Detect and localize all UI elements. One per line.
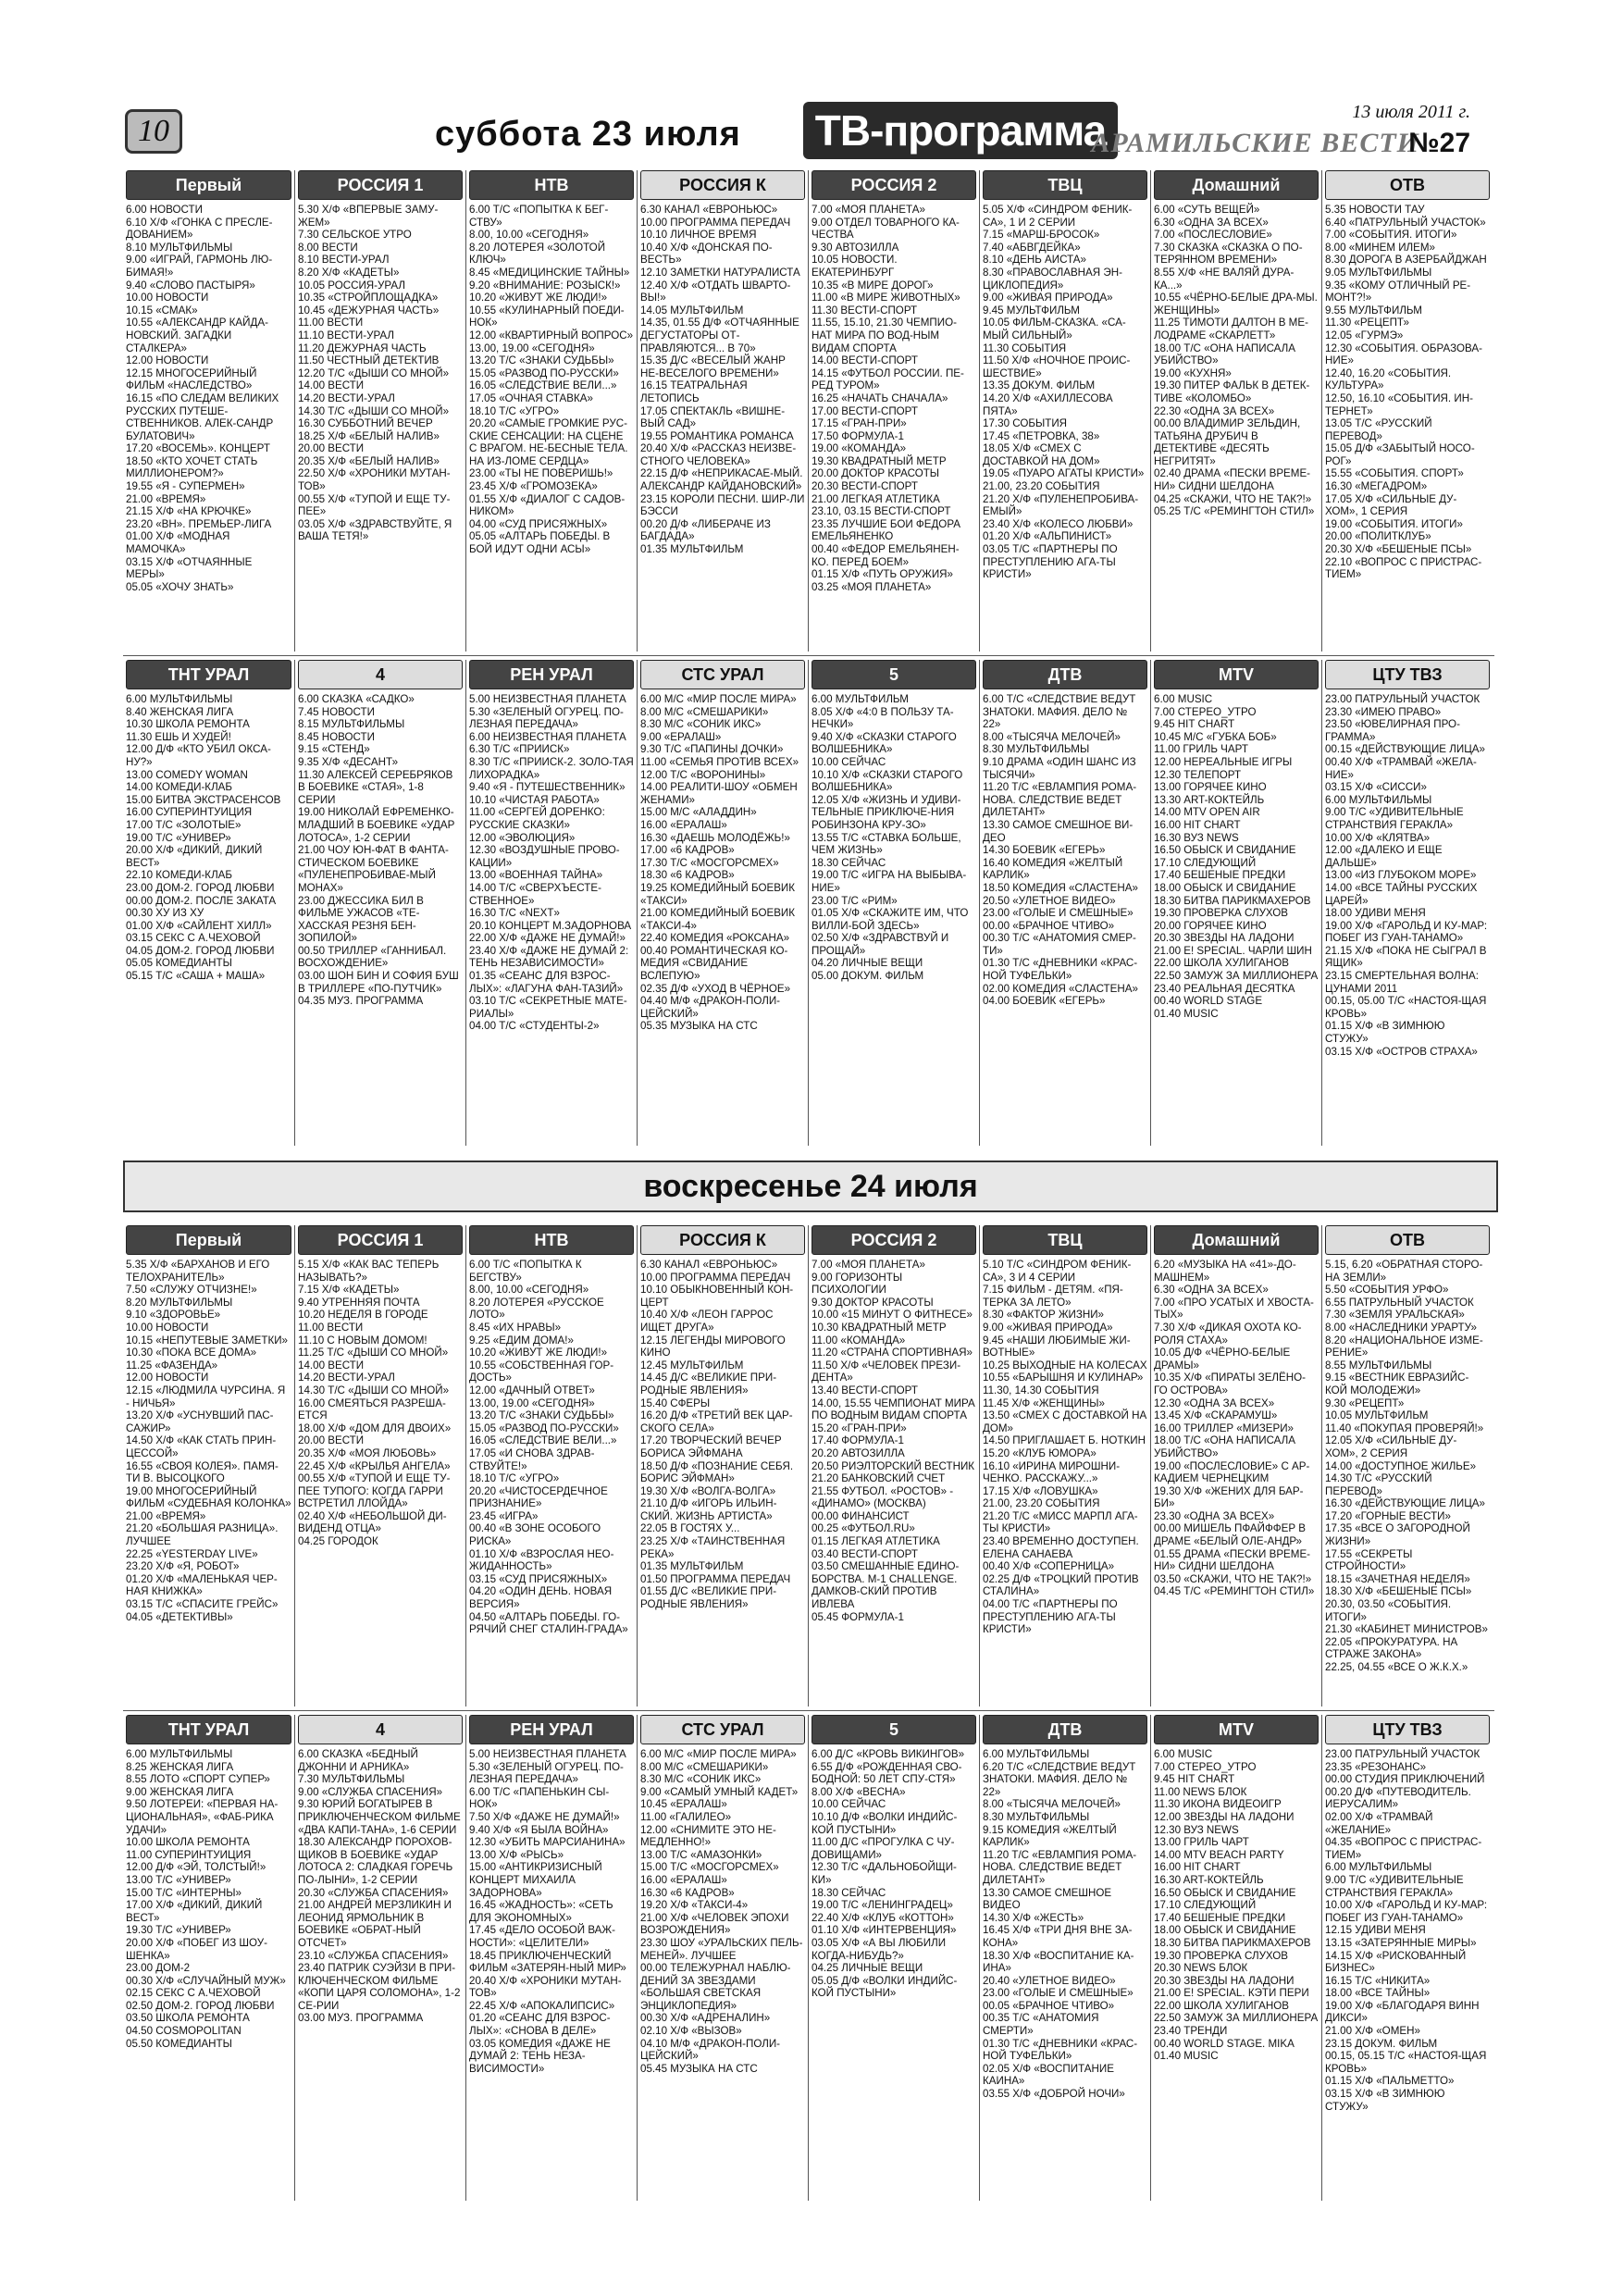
paper-name: АРАМИЛЬСКИЕ ВЕСТИ <box>1091 128 1419 158</box>
channel-logo: Домашний <box>1154 170 1319 200</box>
sunday-row-2 <box>123 1710 1494 2201</box>
channel-logo: СТС УРАЛ <box>640 660 805 689</box>
program-list: 5.00 НЕИЗВЕСТНАЯ ПЛАНЕТА 5.30 «ЗЕЛЕНЫЙ ОГУРЕЦ. ПО-ЛЕЗНАЯ ПЕРЕДАЧА» 6.00 НЕИЗВЕСТНАЯ ПЛАНЕТА 6.30 Т/С «ПРИИСК» 8.30 Т/С «ПРИИСК-2. ЗОЛО-ТАЯ ЛИХОРАДКА» 9.40 «Я - ПУТЕШЕСТВЕННИК» 10.10 «ЧИСТАЯ РАБОТА» 11.00 «СЕРГЕЙ ДОРЕНКО: РУССКИЕ СКАЗКИ» 12.00 «ЭВОЛЮЦИЯ» 12.30 «ВОЗДУШНЫЕ ПРОВО-КАЦИИ» 13.00 «ВОЕННАЯ ТАЙНА» 14.00 Т/С «СВЕРХЪЕСТЕ-СТВЕННОЕ» 16.30 Т/С «NEXT» 20.10 КОНЦЕРТ М.ЗАДОРНОВА 22.00 Х/Ф «ДАЖЕ НЕ ДУМАЙ!» 23.40 Х/Ф «ДАЖЕ НЕ ДУМАЙ 2: ТЕНЬ НЕЗАВИСИМОСТИ» 01.35 «СЕАНС ДЛЯ ВЗРОС-ЛЫХ»: «ЛАГУНА ФАН-ТАЗИЙ» 03.10 Т/С «СЕКРЕТНЫЕ МАТЕ-РИАЛЫ» 04.00 Т/С «СТУДЕНТЫ-2» <box>469 693 634 1033</box>
program-list: 6.00 СКАЗКА «БЕДНЫЙ ДЖОННИ И АРНИКА» 7.30 МУЛЬТФИЛЬМЫ 9.00 «СЛУЖБА СПАСЕНИЯ» 9.30 ЮРИЙ БОГАТЫРЕВ В ПРИКЛЮЧЕНЧЕСКОМ ФИЛЬМЕ «ДВА КАПИ-ТАНА», 1-6 СЕРИИ 18.30 АЛЕКСАНДР ПОРОХОВ-ЩИКОВ В БОЕВИКЕ «УДАР ЛОТОСА 2: СЛАДКАЯ ГОРЕЧЬ ПО-ЛЫНИ», 1-2 СЕРИИ 20.30 «СЛУЖБА СПАСЕНИЯ» 21.00 АНДРЕЙ МЕРЗЛИКИН И ЛЕОНИД ЯРМОЛЬНИК В БОЕВИКЕ «ОБРАТ-НЫЙ ОТСЧЕТ» 23.10 «СЛУЖБА СПАСЕНИЯ» 23.40 ПАТРИК СУЭЙЗИ В ПРИ-КЛЮЧЕНЧЕСКОМ ФИЛЬМЕ «КОПИ ЦАРЯ СОЛОМОНА», 1-2 СЕ-РИИ 03.00 МУЗ. ПРОГРАММА <box>298 1748 461 2025</box>
channel-logo: ТНТ УРАЛ <box>126 660 291 689</box>
channel-logo: РОССИЯ 2 <box>812 170 976 200</box>
program-list: 6.00 Т/С «СЛЕДСТВИЕ ВЕДУТ ЗНАТОКИ. МАФИЯ. ДЕЛО № 22» 8.00 «ТЫСЯЧА МЕЛОЧЕЙ» 8.30 МУЛЬТФИЛЬМЫ 9.10 ДРАМА «ОДИН ШАНС ИЗ ТЫСЯЧИ» 11.20 Т/С «ЕВЛАМПИЯ РОМА-НОВА. СЛЕДСТВИЕ ВЕДЕТ ДИЛЕТАНТ» 13.30 САМОЕ СМЕШНОЕ ВИ-ДЕО 14.30 БОЕВИК «ЕГЕРЬ» 16.40 КОМЕДИЯ «ЖЕЛТЫЙ КАРЛИК» 18.50 КОМЕДИЯ «СЛАСТЕНА» 20.50 «УЛЕТНОЕ ВИДЕО» 23.00 «ГОЛЫЕ И СМЕШНЫЕ» 00.00 «БРАЧНОЕ ЧТИВО» 00.30 Т/С «АНАТОМИЯ СМЕР-ТИ» 01.30 Т/С «ДНЕВНИКИ «КРАС-НОЙ ТУФЕЛЬКИ» 02.00 КОМЕДИЯ «СЛАСТЕНА» 04.00 БОЕВИК «ЕГЕРЬ» <box>983 693 1138 1008</box>
channel-logo: ТНТ УРАЛ <box>126 1715 291 1744</box>
channel-logo: ТВЦ <box>983 1225 1147 1255</box>
program-list: 6.00 MUSIC 7.00 СТЕРЕО_УТРО 9.45 HIT CHART 10.45 М/С «ГУБКА БОБ» 11.00 ГРИЛЬ ЧАРТ 12.00 НЕРЕАЛЬНЫЕ ИГРЫ 12.30 ТЕЛЕПОРТ 13.00 ГОРЯЧЕЕ КИНО 13.30 ART-КОКТЕЙЛЬ 14.00 MTV OPEN AIR 16.00 HIT CHART 16.30 ВУЗ NEWS 16.50 ОБЫСК И СВИДАНИЕ 17.10 СЛЕДУЮЩИЙ 17.40 БЕШЕНЫЕ ПРЕДКИ 18.00 ОБЫСК И СВИДАНИЕ 18.30 БИТВА ПАРИКМАХЕРОВ 19.30 ПРОВЕРКА СЛУХОВ 20.00 ГОРЯЧЕЕ КИНО 20.30 ЗВЕЗДЫ НА ЛАДОНИ 21.00 E! SPECIAL. ЧАРЛИ ШИН 22.00 ШКОЛА ХУЛИГАНОВ 22.50 ЗАМУЖ ЗА МИЛЛИОНЕРА 23.40 РЕАЛЬНАЯ ДЕСЯТКА 00.40 WORLD STAGE 01.40 MUSIC <box>1154 693 1319 1020</box>
channel-logo: ЦТУ ТВЗ <box>1325 660 1490 689</box>
channel-logo: ДТВ <box>983 660 1147 689</box>
program-list: 7.00 «МОЯ ПЛАНЕТА» 9.00 ГОРИЗОНТЫ ПСИХОЛОГИИ 9.30 ДОКТОР КРАСОТЫ 10.00 «15 МИНУТ О ФИТНЕСЕ» 10.30 КВАДРАТНЫЙ МЕТР 11.00 «КОМАНДА» 11.20 «СТРАНА СПОРТИВНАЯ» 11.50 Х/Ф «ЧЕЛОВЕК ПРЕЗИ-ДЕНТА» 13.40 ВЕСТИ-СПОРТ 14.00, 15.55 ЧЕМПИОНАТ МИРА ПО ВОДНЫМ ВИДАМ СПОРТА 15.20 «ГРАН-ПРИ» 17.40 ФОРМУЛА-1 20.20 АВТОЗИЛЛА 20.50 РИЭЛТОРСКИЙ ВЕСТНИК 21.20 БАНКОВСКИЙ СЧЕТ 21.55 ФУТБОЛ. «РОСТОВ» - «ДИНАМО» (МОСКВА) 00.00 ФИНАНСИСТ 00.25 «ФУТБОЛ.RU» 01.15 ЛЕГКАЯ АТЛЕТИКА 03.40 ВЕСТИ-СПОРТ 03.50 СМЕШАННЫЕ ЕДИНО-БОРСТВА. М-1 CHALLENGE. ДАМКОВ-СКИЙ ПРОТИВ ИВЛЕВА 05.45 ФОРМУЛА-1 <box>812 1259 975 1623</box>
program-list: 6.00 «СУТЬ ВЕЩЕЙ» 6.30 «ОДНА ЗА ВСЕХ» 7.00 «ПОСЛЕСЛОВИЕ» 7.30 СКАЗКА «СКАЗКА О ПО-ТЕРЯННОМ ВРЕМЕНИ» 8.55 Х/Ф «НЕ ВАЛЯЙ ДУРА-КА...» 10.55 «ЧЁРНО-БЕЛЫЕ ДРА-МЫ. ЖЕНЩИНЫ» 11.25 ТИМОТИ ДАЛТОН В МЕ-ЛОДРАМЕ «СКАРЛЕТТ» 18.00 Т/С «ОНА НАПИСАЛА УБИЙСТВО» 19.00 «КУХНЯ» 19.30 ПИТЕР ФАЛЬК В ДЕТЕК-ТИВЕ «КОЛОМБО» 22.30 «ОДНА ЗА ВСЕХ» 00.00 ВЛАДИМИР ЗЕЛЬДИН, ТАТЬЯНА ДРУБИЧ В ДЕТЕКТИВЕ «ДЕСЯТЬ НЕГРИТЯТ» 02.40 ДРАМА «ПЕСКИ ВРЕМЕ-НИ» СИДНИ ШЕЛДОНА 04.25 «СКАЖИ, ЧТО НЕ ТАК?!» 05.25 Т/С «РЕМИНГТОН СТИЛ» <box>1154 204 1318 518</box>
program-list: 5.15 Х/Ф «КАК ВАС ТЕПЕРЬ НАЗЫВАТЬ?» 7.15 Х/Ф «КАДЕТЫ» 9.40 УТРЕННЯЯ ПОЧТА 10.20 НЕДЕЛЯ В ГОРОДЕ 11.00 ВЕСТИ 11.10 С НОВЫМ ДОМОМ! 11.25 Т/С «ДЫШИ СО МНОЙ» 14.00 ВЕСТИ 14.20 ВЕСТИ-УРАЛ 14.30 Т/С «ДЫШИ СО МНОЙ» 16.00 СМЕЯТЬСЯ РАЗРЕША-ЕТСЯ 18.00 Х/Ф «ДОМ ДЛЯ ДВОИХ» 20.00 ВЕСТИ 20.35 Х/Ф «МОЯ ЛЮБОВЬ» 22.45 Х/Ф «КРЫЛЬЯ АНГЕЛА» 00.55 Х/Ф «ТУПОЙ И ЕЩЕ ТУ-ПЕЕ ТУПОГО: КОГДА ГАРРИ ВСТРЕТИЛ ЛЛОЙДА» 02.40 Х/Ф «НЕБОЛЬШОЙ ДИ-ВИДЕНД ОТЦА» 04.25 ГОРОДОК <box>298 1259 452 1548</box>
channel-logo: ОТВ <box>1325 1225 1490 1255</box>
program-list: 5.00 НЕИЗВЕСТНАЯ ПЛАНЕТА 5.30 «ЗЕЛЕНЫЙ ОГУРЕЦ. ПО-ЛЕЗНАЯ ПЕРЕДАЧА» 6.00 Т/С «ПАПЕНЬКИН СЫ-НОК» 7.50 Х/Ф «ДАЖЕ НЕ ДУМАЙ!» 9.40 Х/Ф «Я БЫЛА ВОЙНА» 12.30 «УБИТЬ МАРСИАНИНА» 13.00 Х/Ф «РЫСЬ» 15.00 «АНТИКРИЗИСНЫЙ КОНЦЕРТ МИХАИЛА ЗАДОРНОВА» 16.45 «ЖАДНОСТЬ»: «СЕТЬ ДЛЯ ЭКОНОМНЫХ» 17.45 «ДЕЛО ОСОБОЙ ВАЖ-НОСТИ»: «ЦЕЛИТЕЛИ» 18.45 ПРИКЛЮЧЕНЧЕСКИЙ ФИЛЬМ «ЗАТЕРЯН-НЫЙ МИР» 20.40 Х/Ф «ХРОНИКИ МУТАН-ТОВ» 22.45 Х/Ф «АПОКАЛИПСИС» 01.20 «СЕАНС ДЛЯ ВЗРОС-ЛЫХ»: «СНОВА В ДЕЛЕ» 03.05 КОМЕДИЯ «ДАЖЕ НЕ ДУМАЙ 2: ТЕНЬ НЕЗА-ВИСИМОСТИ» <box>469 1748 626 2075</box>
program-list: 6.00 М/С «МИР ПОСЛЕ МИРА» 8.00 М/С «СМЕШАРИКИ» 8.30 М/С «СОНИК ИКС» 9.00 «САМЫЙ УМНЫЙ КАДЕТ» 10.45 «ЕРАЛАШ» 11.00 «ГАЛИЛЕО» 12.00 «СНИМИТЕ ЭТО НЕ-МЕДЛЕННО!» 13.00 Т/С «АМАЗОНКИ» 15.00 Т/С «МОСГОРСМЕХ» 16.00 «ЕРАЛАШ» 16.30 «6 КАДРОВ» 19.20 Х/Ф «ТАКСИ-4» 21.00 Х/Ф «ЧЕЛОВЕК ЭПОХИ ВОЗРОЖДЕНИЯ» 23.30 ШОУ «УРАЛЬСКИХ ПЕЛЬ-МЕНЕЙ». ЛУЧШЕЕ 00.00 ТЕЛЕЖУРНАЛ НАБЛЮ-ДЕНИЙ ЗА ЗВЕЗДАМИ «БОЛЬШАЯ СВЕТСКАЯ ЭНЦИКЛОПЕДИЯ» 00.30 Х/Ф «АДРЕНАЛИН» 02.10 Х/Ф «ВЫЗОВ» 04.10 М/Ф «ДРАКОН-ПОЛИ-ЦЕЙСКИЙ» 05.45 МУЗЫКА НА СТС <box>640 1748 803 2075</box>
program-list: 5.10 Т/С «СИНДРОМ ФЕНИК-СА», 3 И 4 СЕРИИ 7.15 ФИЛЬМ - ДЕТЯМ. «ПЯ-ТЕРКА ЗА ЛЕТО» 8.30 «ФАКТОР ЖИЗНИ» 9.00 «ЖИВАЯ ПРИРОДА» 9.45 «НАШИ ЛЮБИМЫЕ ЖИ-ВОТНЫЕ» 10.25 ВЫХОДНЫЕ НА КОЛЕСАХ 10.55 «БАРЫШНЯ И КУЛИНАР» 11.30, 14.30 СОБЫТИЯ 11.45 Х/Ф «ЖЕНЩИНЫ» 13.50 «СМЕХ С ДОСТАВКОЙ НА ДОМ» 14.50 ПРИГЛАШАЕТ Б. НОТКИН 15.20 «КЛУБ ЮМОРА» 16.10 «ИРИНА МИРОШНИ-ЧЕНКО. РАССКАЖУ...» 17.15 Х/Ф «ЛОВУШКА» 21.00, 23.20 СОБЫТИЯ 21.20 Т/С «МИСС МАРПЛ АГА-ТЫ КРИСТИ» 23.40 ВРЕМЕННО ДОСТУПЕН. ЕЛЕНА САНАЕВА 00.40 Х/Ф «СОПЕРНИЦА» 02.25 Д/Ф «ТРОЦКИЙ ПРОТИВ СТАЛИНА» 04.00 Т/С «ПАРТНЕРЫ ПО ПРЕСТУПЛЕНИЮ АГА-ТЫ КРИСТИ» <box>983 1259 1147 1636</box>
channel-logo: РОССИЯ 1 <box>298 1225 463 1255</box>
program-list: 6.00 М/С «МИР ПОСЛЕ МИРА» 8.00 М/С «СМЕШАРИКИ» 8.30 М/С «СОНИК ИКС» 9.00 «ЕРАЛАШ» 9.30 Т/С «ПАПИНЫ ДОЧКИ» 11.00 «СЕМЬЯ ПРОТИВ ВСЕХ» 12.00 Т/С «ВОРОНИНЫ» 14.00 РЕАЛИТИ-ШОУ «ОБМЕН ЖЕНАМИ» 15.00 М/С «АЛАДДИН» 16.00 «ЕРАЛАШ» 16.30 «ДАЕШЬ МОЛОДЁЖЬ!» 17.00 «6 КАДРОВ» 17.30 Т/С «МОСГОРСМЕХ» 18.30 «6 КАДРОВ» 19.25 КОМЕДИЙНЫЙ БОЕВИК «ТАКСИ» 21.00 КОМЕДИЙНЫЙ БОЕВИК «ТАКСИ-4» 22.40 КОМЕДИЯ «РОКСАНА» 00.40 РОМАНТИЧЕСКАЯ КО-МЕДИЯ «СВИДАНИЕ ВСЛЕПУЮ» 02.35 Д/Ф «УХОД В ЧЁРНОЕ» 04.40 М/Ф «ДРАКОН-ПОЛИ-ЦЕЙСКИЙ» 05.35 МУЗЫКА НА СТС <box>640 693 799 1033</box>
channel-column <box>637 170 808 652</box>
channel-logo: ЦТУ ТВЗ <box>1325 1715 1490 1744</box>
day-title-saturday: суббота 23 июля <box>435 115 741 154</box>
channel-column <box>637 660 808 1146</box>
program-list: 6.00 МУЛЬТФИЛЬМЫ 8.40 ЖЕНСКАЯ ЛИГА 10.30 ШКОЛА РЕМОНТА 11.30 ЕШЬ И ХУДЕЙ! 12.00 Д/Ф «КТО УБИЛ ОКСА-НУ?» 13.00 COMEDY WOMAN 14.00 КОМЕДИ-КЛАБ 15.00 БИТВА ЭКСТРАСЕНСОВ 16.00 СУПЕРИНТУИЦИЯ 17.00 Т/С «ЗОЛОТЫЕ» 19.00 Т/С «УНИВЕР» 20.00 Х/Ф «ДИКИЙ, ДИКИЙ ВЕСТ» 22.10 КОМЕДИ-КЛАБ 23.00 ДОМ-2. ГОРОД ЛЮБВИ 00.00 ДОМ-2. ПОСЛЕ ЗАКАТА 00.30 ХУ ИЗ ХУ 01.00 Х/Ф «САЙЛЕНТ ХИЛЛ» 03.15 СЕКС С А.ЧЕХОВОЙ 04.05 ДОМ-2. ГОРОД ЛЮБВИ 05.05 КОМЕДИАНТЫ 05.15 Т/С «САША + МАША» <box>126 693 281 983</box>
channel-column <box>979 1715 1150 2201</box>
channel-logo: РОССИЯ К <box>640 1225 805 1255</box>
saturday-row-1 <box>123 170 1494 652</box>
program-list: 5.35 НОВОСТИ ТАУ 6.40 «ПАТРУЛЬНЫЙ УЧАСТОК» 7.00 «СОБЫТИЯ. ИТОГИ» 8.00 «МИНЕМ ИЛЕМ» 8.30 ДОРОГА В АЗЕРБАЙДЖАН 9.05 МУЛЬТФИЛЬМЫ 9.35 «КОМУ ОТЛИЧНЫЙ РЕ-МОНТ?!» 9.55 МУЛЬТФИЛЬМ 11.30 «РЕЦЕПТ» 12.05 «ГУРМЭ» 12.30 «СОБЫТИЯ. ОБРАЗОВА-НИЕ» 12.40, 16.20 «СОБЫТИЯ. КУЛЬТУРА» 12.50, 16.10 «СОБЫТИЯ. ИН-ТЕРНЕТ» 13.05 Т/С «РУССКИЙ ПЕРЕВОД» 15.05 Д/Ф «ЗАБЫТЫЙ НОСО-РОГ» 15.55 «СОБЫТИЯ. СПОРТ» 16.30 «МЕГАДРОМ» 17.05 Х/Ф «СИЛЬНЫЕ ДУ-ХОМ», 1 СЕРИЯ 19.00 «СОБЫТИЯ. ИТОГИ» 20.00 «ПОЛИТКЛУБ» 20.30 Х/Ф «БЕШЕНЫЕ ПСЫ» 22.10 «ВОПРОС С ПРИСТРАС-ТИЕМ» <box>1325 204 1487 581</box>
channel-logo: ОТВ <box>1325 170 1490 200</box>
channel-column <box>1150 1225 1321 1706</box>
channel-column <box>979 170 1150 652</box>
program-list: 6.00 Т/С «ПОПЫТКА К БЕГ-СТВУ» 8.00, 10.00 «СЕГОДНЯ» 8.20 ЛОТЕРЕЯ «ЗОЛОТОЙ КЛЮЧ» 8.45 «МЕДИЦИНСКИЕ ТАЙНЫ» 9.20 «ВНИМАНИЕ: РОЗЫСК!» 10.20 «ЖИВУТ ЖЕ ЛЮДИ!» 10.55 «КУЛИНАРНЫЙ ПОЕДИ-НОК» 12.00 «КВАРТИРНЫЙ ВОПРОС» 13.00, 19.00 «СЕГОДНЯ» 13.20 Т/С «ЗНАКИ СУДЬБЫ» 15.05 «РАЗВОД ПО-РУССКИ» 16.05 «СЛЕДСТВИЕ ВЕЛИ...» 17.05 «ОЧНАЯ СТАВКА» 18.10 Т/С «УГРО» 20.20 «САМЫЕ ГРОМКИЕ РУС-СКИЕ СЕНСАЦИИ: НА СЦЕНЕ С ВРАГОМ. НЕ-БЕСНЫЕ ТЕЛА. НА ИЗ-ЛОМЕ СЕРДЦА» 23.00 «ТЫ НЕ ПОВЕРИШЬ!» 23.45 Х/Ф «ГРОМОЗЕКА» 01.55 Х/Ф «ДИАЛОГ С САДОВ-НИКОМ» 04.00 «СУД ПРИСЯЖНЫХ» 05.05 «АЛТАРЬ ПОБЕДЫ. В БОЙ ИДУТ ОДНИ АСЫ» <box>469 204 634 556</box>
program-list: 5.15, 6.20 «ОБРАТНАЯ СТОРО-НА ЗЕМЛИ» 5.50 «СОБЫТИЯ УРФО» 6.55 ПАТРУЛЬНЫЙ УЧАСТОК 7.30 «ЗЕМЛЯ УРАЛЬСКАЯ» 8.00 «НАСЛЕДНИКИ УРАРТУ» 8.20 «НАЦИОНАЛЬНОЕ ИЗМЕ-РЕНИЕ» 8.55 МУЛЬТФИЛЬМЫ 9.15 «ВЕСТНИК ЕВРАЗИЙС-КОЙ МОЛОДЕЖИ» 9.30 «РЕЦЕПТ» 10.05 МУЛЬТФИЛЬМ 11.40 «ПОКУПАЯ ПРОВЕРЯЙ!» 12.05 Х/Ф «СИЛЬНЫЕ ДУ-ХОМ», 2 СЕРИЯ 14.00 «ДОСТУПНОЕ ЖИЛЬЕ» 14.30 Т/С «РУССКИЙ ПЕРЕВОД» 16.30 «ДЕЙСТВУЮЩИЕ ЛИЦА» 17.20 «ГОРНЫЕ ВЕСТИ» 17.35 «ВСЕ О ЗАГОРОДНОЙ ЖИЗНИ» 17.55 «СЕКРЕТЫ СТРОЙНОСТИ» 18.15 «ЗАЧЕТНАЯ НЕДЕЛЯ» 18.30 Х/Ф «БЕШЕНЫЕ ПСЫ» 20.30, 03.50 «СОБЫТИЯ. ИТОГИ» 21.30 «КАБИНЕТ МИНИСТРОВ» 22.05 «ПРОКУРАТУРА. НА СТРАЖЕ ЗАКОНА» 22.25, 04.55 «ВСЕ О Ж.К.Х.» <box>1325 1259 1488 1673</box>
channel-column <box>465 170 637 652</box>
channel-column <box>979 1225 1150 1706</box>
channel-logo: Первый <box>126 1225 291 1255</box>
channel-column <box>808 660 979 1146</box>
program-list: 6.00 МУЛЬТФИЛЬМЫ 8.25 ЖЕНСКАЯ ЛИГА 8.55 ЛОТО «СПОРТ СУПЕР» 9.00 ЖЕНСКАЯ ЛИГА 9.50 ЛОТЕРЕИ: «ПЕРВАЯ НА-ЦИОНАЛЬНАЯ», «ФАБ-РИКА УДАЧИ» 10.00 ШКОЛА РЕМОНТА 11.00 СУПЕРИНТУИЦИЯ 12.00 Д/Ф «ЭЙ, ТОЛСТЫЙ!» 13.00 Т/С «УНИВЕР» 15.00 Т/С «ИНТЕРНЫ» 17.00 Х/Ф «ДИКИЙ, ДИКИЙ ВЕСТ» 19.30 Т/С «УНИВЕР» 20.00 Х/Ф «ПОБЕГ ИЗ ШОУ-ШЕНКА» 23.00 ДОМ-2 00.30 Х/Ф «СЛУЧАЙНЫЙ МУЖ» 02.15 СЕКС С А.ЧЕХОВОЙ 02.50 ДОМ-2. ГОРОД ЛЮБВИ 03.50 ШКОЛА РЕМОНТА 04.50 COSMOPOLITAN 05.50 КОМЕДИАНТЫ <box>126 1748 286 2050</box>
channel-logo: НТВ <box>469 1225 634 1255</box>
program-list: 6.00 MUSIC 7.00 СТЕРЕО_УТРО 9.45 HIT CHART 11.00 NEWS БЛОК 11.30 ИКОНА ВИДЕОИГР 12.00 ЗВЕЗДЫ НА ЛАДОНИ 12.30 ВУЗ NEWS 13.00 ГРИЛЬ ЧАРТ 14.00 MTV BEACH PARTY 16.00 HIT CHART 16.30 ART-КОКТЕЙЛЬ 16.50 ОБЫСК И СВИДАНИЕ 17.10 СЛЕДУЮЩИЙ 17.40 БЕШЕНЫЕ ПРЕДКИ 18.00 ОБЫСК И СВИДАНИЕ 18.30 БИТВА ПАРИКМАХЕРОВ 19.30 ПРОВЕРКА СЛУХОВ 20.30 NEWS БЛОК 20.30 ЗВЕЗДЫ НА ЛАДОНИ 21.00 E! SPECIAL. КЭТИ ПЕРИ 22.00 ШКОЛА ХУЛИГАНОВ 22.50 ЗАМУЖ ЗА МИЛЛИОНЕРА 23.40 ТРЕНДИ 00.40 WORLD STAGE. MIKA 01.40 MUSIC <box>1154 1748 1319 2063</box>
channel-column <box>294 170 465 652</box>
channel-logo: НТВ <box>469 170 634 200</box>
channel-column <box>123 1715 294 2201</box>
channel-column <box>1150 170 1321 652</box>
program-list: 6.00 МУЛЬТФИЛЬМ 8.05 Х/Ф «4:0 В ПОЛЬЗУ ТА-НЕЧКИ» 9.40 Х/Ф «СКАЗКИ СТАРОГО ВОЛШЕБНИКА» 10.00 СЕЙЧАС 10.10 Х/Ф «СКАЗКИ СТАРОГО ВОЛШЕБНИКА» 12.05 Х/Ф «ЖИЗНЬ И УДИВИ-ТЕЛЬНЫЕ ПРИКЛЮЧЕ-НИЯ РОБИНЗОНА КРУ-ЗО» 13.55 Т/С «СТАВКА БОЛЬШЕ, ЧЕМ ЖИЗНЬ» 18.30 СЕЙЧАС 19.00 Т/С «ИГРА НА ВЫБЫВА-НИЕ» 23.00 Т/С «РИМ» 01.05 Х/Ф «СКАЖИТЕ ИМ, ЧТО ВИЛЛИ-БОЙ ЗДЕСЬ» 02.50 Х/Ф «ЗДРАВСТВУЙ И ПРОЩАЙ» 04.20 ЛИЧНЫЕ ВЕЩИ 05.00 ДОКУМ. ФИЛЬМ <box>812 693 969 983</box>
channel-logo: Домашний <box>1154 1225 1319 1255</box>
section-logo: ТВ-программа <box>803 102 1118 159</box>
channel-column <box>465 660 637 1146</box>
channel-logo: 4 <box>298 1715 463 1744</box>
channel-column <box>637 1715 808 2201</box>
channel-logo: MTV <box>1154 1715 1319 1744</box>
channel-column <box>294 1715 465 2201</box>
channel-column <box>123 660 294 1146</box>
program-list: 6.00 Т/С «ПОПЫТКА К БЕГСТВУ» 8.00, 10.00 «СЕГОДНЯ» 8.20 ЛОТЕРЕЯ «РУССКОЕ ЛОТО» 8.45 «ИХ НРАВЫ» 9.25 «ЕДИМ ДОМА!» 10.20 «ЖИВУТ ЖЕ ЛЮДИ!» 10.55 «СОБСТВЕННАЯ ГОР-ДОСТЬ» 12.00 «ДАЧНЫЙ ОТВЕТ» 13.00, 19.00 «СЕГОДНЯ» 13.20 Т/С «ЗНАКИ СУДЬБЫ» 15.05 «РАЗВОД ПО-РУССКИ» 16.05 «СЛЕДСТВИЕ ВЕЛИ...» 17.05 «И СНОВА ЗДРАВ-СТВУЙТЕ!» 18.10 Т/С «УГРО» 20.20 «ЧИСТОСЕРДЕЧНОЕ ПРИЗНАНИЕ» 23.45 «ИГРА» 00.40 «В ЗОНЕ ОСОБОГО РИСКА» 01.10 Х/Ф «ВЗРОСЛАЯ НЕО-ЖИДАННОСТЬ» 03.15 «СУД ПРИСЯЖНЫХ» 04.20 «ОДИН ДЕНЬ. НОВАЯ ВЕРСИЯ» 04.50 «АЛТАРЬ ПОБЕДЫ. ГО-РЯЧИЙ СНЕГ СТАЛИН-ГРАДА» <box>469 1259 628 1636</box>
channel-column <box>1321 1225 1493 1706</box>
channel-column <box>637 1225 808 1706</box>
issue-date: 13 июля 2011 г. <box>1352 102 1470 122</box>
program-list: 23.00 ПАТРУЛЬНЫЙ УЧАСТОК 23.30 «ИМЕЮ ПРАВО» 23.50 «ЮВЕЛИРНАЯ ПРО-ГРАММА» 00.15 «ДЕЙСТВУЮЩИЕ ЛИЦА» 00.40 Х/Ф «ТРАМВАЙ «ЖЕЛА-НИЕ» 03.15 Х/Ф «СИССИ» 6.00 МУЛЬТФИЛЬМЫ 9.00 Т/С «УДИВИТЕЛЬНЫЕ СТРАНСТВИЯ ГЕРАКЛА» 10.00 Х/Ф «КЛЯТВА» 12.00 «ДАЛЕКО И ЕЩЕ ДАЛЬШЕ» 13.00 «ИЗ ГЛУБОКОМ МОРЕ» 14.00 «ВСЕ ТАЙНЫ РУССКИХ ЦАРЕЙ» 18.00 УДИВИ МЕНЯ 19.00 Х/Ф «ГАРОЛЬД И КУ-МАР: ПОБЕГ ИЗ ГУАН-ТАНАМО» 21.15 Х/Ф «ПОКА НЕ СЫГРАЛ В ЯЩИК» 23.15 СМЕРТЕЛЬНАЯ ВОЛНА: ЦУНАМИ 2011 00.15, 05.00 Т/С «НАСТОЯ-ЩАЯ КРОВЬ» 01.15 Х/Ф «В ЗИМНЮЮ СТУЖУ» 03.15 Х/Ф «ОСТРОВ СТРАХА» <box>1325 693 1488 1058</box>
channel-column <box>979 660 1150 1146</box>
channel-logo: РОССИЯ 2 <box>812 1225 976 1255</box>
channel-column <box>465 1225 637 1706</box>
channel-logo: MTV <box>1154 660 1319 689</box>
channel-logo: Первый <box>126 170 291 200</box>
program-list: 6.00 СКАЗКА «САДКО» 7.45 НОВОСТИ 8.15 МУЛЬТФИЛЬМЫ 8.45 НОВОСТИ 9.15 «СТЕНД» 9.35 Х/Ф «ДЕСАНТ» 11.30 АЛЕКСЕЙ СЕРЕБРЯКОВ В БОЕВИКЕ «СТАЯ», 1-8 СЕРИИ 19.00 НИКОЛАЙ ЕФРЕМЕНКО-МЛАДШИЙ В БОЕВИКЕ «УДАР ЛОТОСА», 1-2 СЕРИИ 21.00 ЧОУ ЮН-ФАТ В ФАНТА-СТИЧЕСКОМ БОЕВИКЕ «ПУЛЕНЕПРОБИВАЕ-МЫЙ МОНАХ» 23.00 ДЖЕССИКА БИЛ В ФИЛЬМЕ УЖАСОВ «ТЕ-ХАССКАЯ РЕЗНЯ БЕН-ЗОПИЛОЙ» 00.50 ТРИЛЛЕР «ГАННИБАЛ. ВОСХОЖДЕНИЕ» 03.00 ШОН БИН И СОФИЯ БУШ В ТРИЛЛЕРЕ «ПО-ПУТЧИК» 04.35 МУЗ. ПРОГРАММА <box>298 693 459 1008</box>
channel-logo: СТС УРАЛ <box>640 1715 805 1744</box>
channel-column <box>1150 660 1321 1146</box>
channel-column <box>1321 170 1493 652</box>
channel-logo: ДТВ <box>983 1715 1147 1744</box>
channel-column <box>1150 1715 1321 2201</box>
page-number: 10 <box>125 109 182 154</box>
channel-column <box>808 170 979 652</box>
program-list: 23.00 ПАТРУЛЬНЫЙ УЧАСТОК 23.35 «РЕЗОНАНС» 00.00 СТУДИЯ ПРИКЛЮЧЕНИЙ 00.20 Д/Ф «ПУТЕВОДИТЕЛЬ. ИЕРУСАЛИМ» 02.00 Х/Ф «ТРАМВАЙ «ЖЕЛАНИЕ» 04.35 «ВОПРОС С ПРИСТРАС-ТИЕМ» 6.00 МУЛЬТФИЛЬМЫ 9.00 Т/С «УДИВИТЕЛЬНЫЕ СТРАНСТВИЯ ГЕРАКЛА» 10.00 Х/Ф «ГАРОЛЬД И КУ-МАР: ПОБЕГ ИЗ ГУАН-ТАНАМО» 12.15 УДИВИ МЕНЯ 13.15 «ЗАТЕРЯННЫЕ МИРЫ» 14.15 Х/Ф «РИСКОВАННЫЙ БИЗНЕС» 16.15 Т/С «НИКИТА» 18.00 «ВСЕ ТАЙНЫ» 19.00 Х/Ф «БЛАГОДАРЯ ВИНН ДИКСИ» 21.00 Х/Ф «ОМЕН» 23.15 ДОКУМ. ФИЛЬМ 00.15, 05.15 Т/С «НАСТОЯ-ЩАЯ КРОВЬ» 01.15 Х/Ф «ПАЛЬМЕТТО» 03.15 Х/Ф «В ЗИМНЮЮ СТУЖУ» <box>1325 1748 1488 2113</box>
channel-column <box>808 1715 979 2201</box>
program-list: 6.00 Д/С «КРОВЬ ВИКИНГОВ» 6.55 Д/Ф «РОЖДЕННАЯ СВО-БОДНОЙ: 50 ЛЕТ СПУ-СТЯ» 8.00 Х/Ф «ВЕСНА» 10.00 СЕЙЧАС 10.10 Д/Ф «ВОЛКИ ИНДИЙС-КОЙ ПУСТЫНИ» 11.00 Д/С «ПРОГУЛКА С ЧУ-ДОВИЩАМИ» 12.30 Т/С «ДАЛЬНОБОЙЩИ-КИ» 18.30 СЕЙЧАС 19.00 Т/С «ЛЕНИНГРАДЕЦ» 22.40 Х/Ф «КЛУБ «КОТТОН» 01.10 Х/Ф «ИНТЕРВЕНЦИЯ» 03.05 Х/Ф «А ВЫ ЛЮБИЛИ КОГДА-НИБУДЬ?» 04.25 ЛИЧНЫЕ ВЕЩИ 05.05 Д/Ф «ВОЛКИ ИНДИЙС-КОЙ ПУСТЫНИ» <box>812 1748 965 2000</box>
channel-column <box>465 1715 637 2201</box>
channel-logo: РЕН УРАЛ <box>469 660 634 689</box>
program-list: 6.00 НОВОСТИ 6.10 Х/Ф «ГОНКА С ПРЕСЛЕ-ДОВАНИЕМ» 8.10 МУЛЬТФИЛЬМЫ 9.00 «ИГРАЙ, ГАРМОНЬ ЛЮ-БИМАЯ!» 9.40 «СЛОВО ПАСТЫРЯ» 10.00 НОВОСТИ 10.15 «СМАК» 10.55 «АЛЕКСАНДР КАЙДА-НОВСКИЙ. ЗАГАДКИ СТАЛКЕРА» 12.00 НОВОСТИ 12.15 МНОГОСЕРИЙНЫЙ ФИЛЬМ «НАСЛЕДСТВО» 16.15 «ПО СЛЕДАМ ВЕЛИКИХ РУССКИХ ПУТЕШЕ-СТВЕННИКОВ. АЛЕК-САНДР БУЛАТОВИЧ» 17.20 «ВОСЕМЬ». КОНЦЕРТ 18.50 «КТО ХОЧЕТ СТАТЬ МИЛЛИОНЕРОМ?» 19.55 «Я - СУПЕРМЕН» 21.00 «ВРЕМЯ» 21.15 Х/Ф «НА КРЮЧКЕ» 23.20 «ВН». ПРЕМЬЕР-ЛИГА 01.00 Х/Ф «МОДНАЯ МАМОЧКА» 03.15 Х/Ф «ОТЧАЯННЫЕ МЕРЫ» 05.05 «ХОЧУ ЗНАТЬ» <box>126 204 279 593</box>
channel-logo: РЕН УРАЛ <box>469 1715 634 1744</box>
channel-logo: 5 <box>812 660 976 689</box>
channel-logo: 4 <box>298 660 463 689</box>
channel-logo: РОССИЯ 1 <box>298 170 463 200</box>
program-list: 6.30 КАНАЛ «ЕВРОНЬЮС» 10.00 ПРОГРАММА ПЕРЕДАЧ 10.10 ОБЫКНОВЕННЫЙ КОН-ЦЕРТ 10.40 Х/Ф «ЛЕОН ГАРРОС ИЩЕТ ДРУГА» 12.15 ЛЕГЕНДЫ МИРОВОГО КИНО 12.45 МУЛЬТФИЛЬМ 14.45 Д/С «ВЕЛИКИЕ ПРИ-РОДНЫЕ ЯВЛЕНИЯ» 15.40 СФЕРЫ 16.20 Д/Ф «ТРЕТИЙ ВЕК ЦАР-СКОГО СЕЛА» 17.20 ТВОРЧЕСКИЙ ВЕЧЕР БОРИСА ЭЙФМАНА 18.50 Д/Ф «ПОЗНАНИЕ СЕБЯ. БОРИС ЭЙФМАН» 19.30 Х/Ф «ВОЛГА-ВОЛГА» 21.10 Д/Ф «ИГОРЬ ИЛЬИН-СКИЙ. ЖИЗНЬ АРТИСТА» 22.05 В ГОСТЯХ У... 23.25 Х/Ф «ТАИНСТВЕННАЯ РЕКА» 01.35 МУЛЬТФИЛЬМ 01.50 ПРОГРАММА ПЕРЕДАЧ 01.55 Д/С «ВЕЛИКИЕ ПРИ-РОДНЫЕ ЯВЛЕНИЯ» <box>640 1259 794 1611</box>
channel-column <box>123 170 294 652</box>
day-title-sunday: воскресенье 24 июля <box>123 1160 1498 1212</box>
program-list: 6.00 МУЛЬТФИЛЬМЫ 6.20 Т/С «СЛЕДСТВИЕ ВЕДУТ ЗНАТОКИ. МАФИЯ. ДЕЛО № 22» 8.00 «ТЫСЯЧА МЕЛОЧЕЙ» 8.30 МУЛЬТФИЛЬМЫ 9.15 КОМЕДИЯ «ЖЕЛТЫЙ КАРЛИК» 11.20 Т/С «ЕВЛАМПИЯ РОМА-НОВА. СЛЕДСТВИЕ ВЕДЕТ ДИЛЕТАНТ» 13.30 САМОЕ СМЕШНОЕ ВИДЕО 14.30 Х/Ф «ЖЕСТЬ» 16.45 Х/Ф «ТРИ ДНЯ ВНЕ ЗА-КОНА» 18.30 Х/Ф «ВОСПИТАНИЕ КА-ИНА» 20.40 «УЛЕТНОЕ ВИДЕО» 23.00 «ГОЛЫЕ И СМЕШНЫЕ» 00.05 «БРАЧНОЕ ЧТИВО» 00.35 Т/С «АНАТОМИЯ СМЕРТИ» 01.30 Т/С «ДНЕВНИКИ «КРАС-НОЙ ТУФЕЛЬКИ» 02.05 Х/Ф «ВОСПИТАНИЕ КАИНА» 03.55 Х/Ф «ДОБРОЙ НОЧИ» <box>983 1748 1138 2101</box>
channel-column <box>294 660 465 1146</box>
channel-column <box>808 1225 979 1706</box>
sunday-grid <box>123 1225 1494 2201</box>
program-list: 7.00 «МОЯ ПЛАНЕТА» 9.00 ОТДЕЛ ТОВАРНОГО КА-ЧЕСТВА 9.30 АВТОЗИЛЛА 10.05 НОВОСТИ. ЕКАТЕРИНБУРГ 10.35 «В МИРЕ ДОРОГ» 11.00 «В МИРЕ ЖИВОТНЫХ» 11.30 ВЕСТИ-СПОРТ 11.55, 15.10, 21.30 ЧЕМПИО-НАТ МИРА ПО ВОД-НЫМ ВИДАМ СПОРТА 14.00 ВЕСТИ-СПОРТ 14.15 «ФУТБОЛ РОССИИ. ПЕ-РЕД ТУРОМ» 16.25 «НАЧАТЬ СНАЧАЛА» 17.00 ВЕСТИ-СПОРТ 17.15 «ГРАН-ПРИ» 17.50 ФОРМУЛА-1 19.00 «КОМАНДА» 19.30 КВАДРАТНЫЙ МЕТР 20.00 ДОКТОР КРАСОТЫ 20.30 ВЕСТИ-СПОРТ 21.00 ЛЕГКАЯ АТЛЕТИКА 23.10, 03.15 ВЕСТИ-СПОРТ 23.35 ЛУЧШИЕ БОИ ФЕДОРА ЕМЕЛЬЯНЕНКО 00.40 «ФЕДОР ЕМЕЛЬЯНЕН-КО. ПЕРЕД БОЕМ» 01.15 Х/Ф «ПУТЬ ОРУЖИЯ» 03.25 «МОЯ ПЛАНЕТА» <box>812 204 964 593</box>
channel-logo: 5 <box>812 1715 976 1744</box>
channel-column <box>294 1225 465 1706</box>
channel-column <box>1321 660 1493 1146</box>
program-list: 6.30 КАНАЛ «ЕВРОНЬЮС» 10.00 ПРОГРАММА ПЕРЕДАЧ 10.10 ЛИЧНОЕ ВРЕМЯ 10.40 Х/Ф «ДОНСКАЯ ПО-ВЕСТЬ» 12.10 ЗАМЕТКИ НАТУРАЛИСТА 12.40 Х/Ф «ОТДАТЬ ШВАРТО-ВЫ!» 14.05 МУЛЬТФИЛЬМ 14.35, 01.55 Д/Ф «ОТЧАЯННЫЕ ДЕГУСТАТОРЫ ОТ-ПРАВЛЯЮТСЯ... В 70» 15.35 Д/С «ВЕСЕЛЫЙ ЖАНР НЕ-ВЕСЕЛОГО ВРЕМЕНИ» 16.15 ТЕАТРАЛЬНАЯ ЛЕТОПИСЬ 17.05 СПЕКТАКЛЬ «ВИШНЕ-ВЫЙ САД» 19.55 РОМАНТИКА РОМАНСА 20.40 Х/Ф «РАССКАЗ НЕИЗВЕ-СТНОГО ЧЕЛОВЕКА» 22.15 Д/Ф «НЕПРИКАСАЕ-МЫЙ. АЛЕКСАНДР КАЙДАНОВСКИЙ» 23.15 КОРОЛИ ПЕСНИ. ШИР-ЛИ БЭССИ 00.20 Д/Ф «ЛИБЕРАЧЕ ИЗ БАГДАДА» 01.35 МУЛЬТФИЛЬМ <box>640 204 805 556</box>
channel-column <box>1321 1715 1493 2201</box>
program-list: 6.20 «МУЗЫКА НА «41»-ДО-МАШНЕМ» 6.30 «ОДНА ЗА ВСЕХ» 7.00 «ПРО УСАТЫХ И ХВОСТА-ТЫХ» 7.30 Х/Ф «ДИКАЯ ОХОТА КО-РОЛЯ СТАХА» 10.05 Д/Ф «ЧЁРНО-БЕЛЫЕ ДРАМЫ» 10.35 Х/Ф «ПИРАТЫ ЗЕЛЁНО-ГО ОСТРОВА» 12.30 «ОДНА ЗА ВСЕХ» 13.45 Х/Ф «СКАРАМУШ» 16.00 ТРИЛЛЕР «МИЗЕРИ» 18.00 Т/С «ОНА НАПИСАЛА УБИЙСТВО» 19.00 «ПОСЛЕСЛОВИЕ» С АР-КАДИЕМ ЧЕРНЕЦКИМ 19.30 Х/Ф «ЖЕНИХ ДЛЯ БАР-БИ» 23.30 «ОДНА ЗА ВСЕХ» 00.00 МИШЕЛЬ ПФАЙФФЕР В ДРАМЕ «БЕЛЫЙ ОЛЕ-АНДР» 01.55 ДРАМА «ПЕСКИ ВРЕМЕ-НИ» СИДНИ ШЕЛДОНА 03.50 «СКАЖИ, ЧТО НЕ ТАК?!» 04.45 Т/С «РЕМИНГТОН СТИЛ» <box>1154 1259 1315 1598</box>
channel-logo: ТВЦ <box>983 170 1147 200</box>
program-list: 5.05 Х/Ф «СИНДРОМ ФЕНИК-СА», 1 И 2 СЕРИИ 7.15 «МАРШ-БРОСОК» 7.40 «АБВГДЕЙКА» 8.10 «ДЕНЬ АИСТА» 8.30 «ПРАВОСЛАВНАЯ ЭН-ЦИКЛОПЕДИЯ» 9.00 «ЖИВАЯ ПРИРОДА» 9.45 МУЛЬТФИЛЬМ 10.05 ФИЛЬМ-СКАЗКА. «СА-МЫЙ СИЛЬНЫЙ» 11.30 СОБЫТИЯ 11.50 Х/Ф «НОЧНОЕ ПРОИС-ШЕСТВИЕ» 13.35 ДОКУМ. ФИЛЬМ 14.20 Х/Ф «АХИЛЛЕСОВА ПЯТА» 17.30 СОБЫТИЯ 17.45 «ПЕТРОВКА, 38» 18.05 Х/Ф «СМЕХ С ДОСТАВКОЙ НА ДОМ» 19.05 «ПУАРО АГАТЫ КРИСТИ» 21.00, 23.20 СОБЫТИЯ 21.20 Х/Ф «ПУЛЕНЕПРОБИВА-ЕМЫЙ» 23.40 Х/Ф «КОЛЕСО ЛЮБВИ» 01.20 Х/Ф «АЛЬПИНИСТ» 03.05 Т/С «ПАРТНЕРЫ ПО ПРЕСТУПЛЕНИЮ АГА-ТЫ КРИСТИ» <box>983 204 1145 581</box>
channel-column <box>123 1225 294 1706</box>
saturday-grid <box>123 170 1494 1146</box>
channel-logo: РОССИЯ К <box>640 170 805 200</box>
saturday-row-2 <box>123 655 1494 1146</box>
program-list: 5.30 Х/Ф «ВПЕРВЫЕ ЗАМУ-ЖЕМ» 7.30 СЕЛЬСКОЕ УТРО 8.00 ВЕСТИ 8.10 ВЕСТИ-УРАЛ 8.20 Х/Ф «КАДЕТЫ» 10.05 РОССИЯ-УРАЛ 10.35 «СТРОЙПЛОЩАДКА» 10.45 «ДЕЖУРНАЯ ЧАСТЬ» 11.00 ВЕСТИ 11.10 ВЕСТИ-УРАЛ 11.20 ДЕЖУРНАЯ ЧАСТЬ 11.50 ЧЕСТНЫЙ ДЕТЕКТИВ 12.20 Т/С «ДЫШИ СО МНОЙ» 14.00 ВЕСТИ 14.20 ВЕСТИ-УРАЛ 14.30 Т/С «ДЫШИ СО МНОЙ» 16.30 СУББОТНИЙ ВЕЧЕР 18.25 Х/Ф «БЕЛЫЙ НАЛИВ» 20.00 ВЕСТИ 20.35 Х/Ф «БЕЛЫЙ НАЛИВ» 22.50 Х/Ф «ХРОНИКИ МУТАН-ТОВ» 00.55 Х/Ф «ТУПОЙ И ЕЩЕ ТУ-ПЕЕ» 03.05 Х/Ф «ЗДРАВСТВУЙТЕ, Я ВАША ТЕТЯ!» <box>298 204 452 543</box>
sunday-row-1 <box>123 1225 1494 1706</box>
program-list: 5.35 Х/Ф «БАРХАНОВ И ЕГО ТЕЛОХРАНИТЕЛЬ» 7.50 «СЛУЖУ ОТЧИЗНЕ!» 8.20 МУЛЬТФИЛЬМЫ 9.10 «ЗДОРОВЬЕ» 10.00 НОВОСТИ 10.15 «НЕПУТЕВЫЕ ЗАМЕТКИ» 10.30 «ПОКА ВСЕ ДОМА» 11.25 «ФАЗЕНДА» 12.00 НОВОСТИ 12.15 «ЛЮДМИЛА ЧУРСИНА. Я - НИЧЬЯ» 13.20 Х/Ф «УСНУВШИЙ ПАС-САЖИР» 14.50 Х/Ф «КАК СТАТЬ ПРИН-ЦЕССОЙ» 16.55 «СВОЯ КОЛЕЯ». ПАМЯ-ТИ В. ВЫСОЦКОГО 19.00 МНОГОСЕРИЙНЫЙ ФИЛЬМ «СУДЕБНАЯ КОЛОНКА» 21.00 «ВРЕМЯ» 21.20 «БОЛЬШАЯ РАЗНИЦА». ЛУЧШЕЕ 22.25 «YESTERDAY LIVE» 23.20 Х/Ф «Я, РОБОТ» 01.20 Х/Ф «МАЛЕНЬКАЯ ЧЕР-НАЯ КНИЖКА» 03.15 Т/С «СПАСИТЕ ГРЕЙС» 04.05 «ДЕТЕКТИВЫ» <box>126 1259 291 1623</box>
issue-number: №27 <box>1408 128 1470 158</box>
